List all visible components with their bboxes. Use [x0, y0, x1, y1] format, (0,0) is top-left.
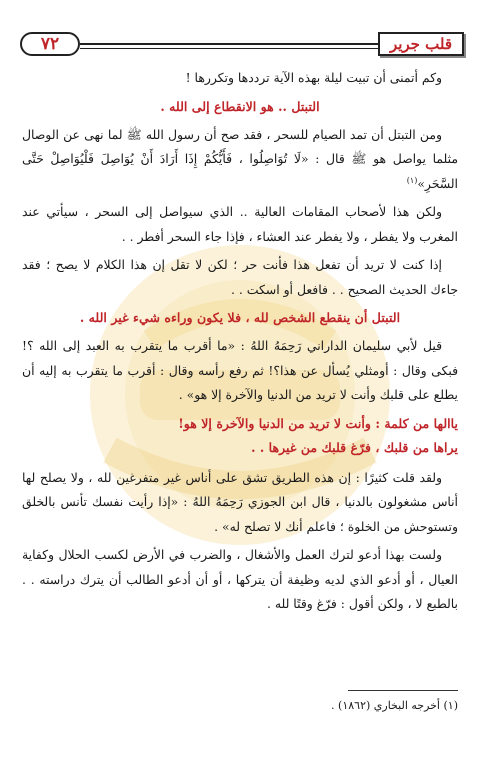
footnote-rule: [348, 690, 458, 691]
paragraph: ولست بهذا أدعو لترك العمل والأشغال ، والضرب في الأرض لكسب الحلال وكفاية العيال ، أو أدعو الذي لديه وظيفة أن يتركها ، أو أن أدعو الطالب أن يترك دراسته . . بالطبع لا ، ولكن أقول : فرّغ وقتًا لله .: [22, 547, 458, 611]
header-rule: [80, 43, 378, 45]
section-heading: التبتل .. هو الانقطاع إلى الله .: [160, 98, 320, 114]
paragraph: [22, 123, 458, 197]
paragraph: ولكن هذا لأصحاب المقامات العالية .. الذي سيواصل إلى السحر ، سيأتي عند المغرب ولا يفطر ، ولا يفطر عند العشاء ، فإذا جاء السحر أفطر . .: [22, 204, 458, 244]
section-heading: التبتل أن ينقطع الشخص لله ، فلا يكون وراءه شيء غير الله .: [79, 310, 401, 325]
page-header: [18, 30, 464, 60]
header-rule-thin: [80, 48, 378, 49]
emphasis-line: ياالها من كلمة : وأنت لا تريد من الدنيا والآخرة إلا هو!: [178, 415, 458, 431]
paragraph: قيل لأبي سليمان الداراني رَحِمَهُ اللهُ : «ما أقرب ما يتقرب به العبد إلى الله ؟! فبكى وقال : أومثلي يُسأل عن هذا؟! ثم رفع رأسه وقال : أقرب ما يتقرب به إليه أن يطلع على قلبك وأنت لا تريد من الدنيا والآخرة إلا هو» .: [22, 338, 458, 402]
paragraph: إذا كنت لا تريد أن تفعل هذا فأنت حر ؛ لكن لا تقل إن هذا الكلام لا يصح ؛ فقد جاءك الحديث الصحيح . . فافعل أو اسكت . .: [22, 257, 458, 297]
paragraph: ولقد قلت كثيرًا : إن هذه الطريق تشق على أناس غير متفرغين لله ، ولا يصلح لها أناس مشغولون بالدنيا ، قال ابن الجوزي رَحِمَهُ اللهُ : «إذا رأيت نفسك تأنس بالخلق وتستوحش من الخلوة ؛ فاعلم أنك لا تصلح له» .: [22, 469, 458, 534]
footnote: (١) أخرجه البخاري (١٨٦٢) .: [331, 699, 458, 712]
running-title: قلب جرير: [378, 32, 464, 56]
page-body: [22, 66, 458, 617]
paragraph: وكم أتمنى أن تبيت ليلة بهذه الآية ترددها وتكررها !: [185, 70, 442, 85]
footnote-marker[interactable]: (١): [406, 175, 418, 185]
paragraph-text: ومن التبتل أن تمد الصيام للسحر ، فقد صح أن رسول الله ﷺ لما نهى عن الوصال مثلما يواصل هو ﷺ قال : «لَا تُوَاصِلُوا ، فَأَيُّكُمْ إِذَا أَرَادَ أَنْ يُوَاصِلَ فَلْيُوَاصِلْ حَتَّى السَّحَرِ»: [22, 126, 458, 191]
emphasis-line: يراها من قلبك ، فرّغ قلبك من غيرها . .: [251, 439, 458, 455]
page-number: ٧٢: [20, 32, 80, 56]
